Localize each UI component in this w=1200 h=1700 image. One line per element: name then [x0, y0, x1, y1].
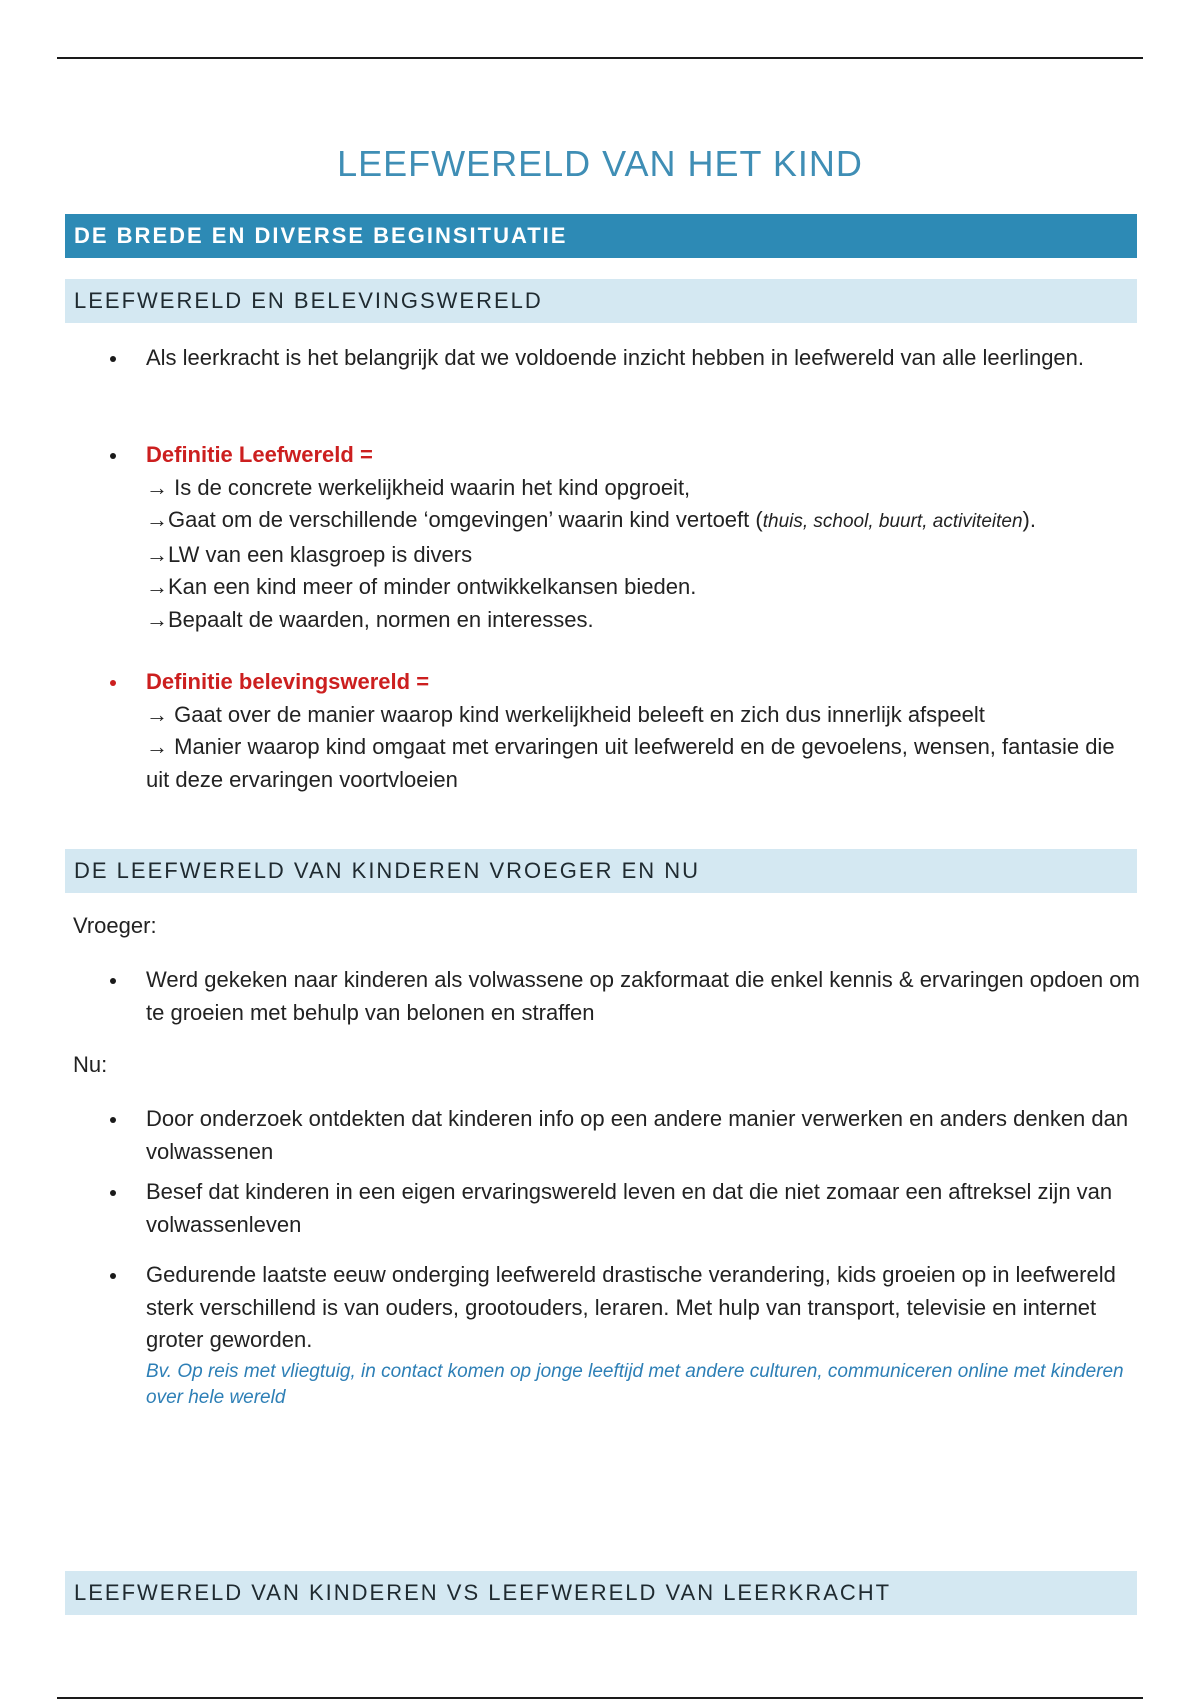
definition-belevingswereld [0, 666, 1200, 796]
page-title: LEEFWERELD VAN HET KIND [337, 143, 863, 184]
nu-list-2 [0, 1176, 1200, 1241]
list-item [0, 342, 1200, 375]
definition-line: →LW van een klasgroep is divers [146, 541, 473, 567]
examples-inline: thuis, school, buurt, activiteiten [762, 511, 1023, 532]
main-heading: DE BREDE EN DIVERSE BEGINSITUATIE [65, 214, 1137, 258]
list-item: Besef dat kinderen in een eigen ervaringswereld leven en dat die niet zomaar een aftreksel zijn van volwassenleven [0, 1176, 1200, 1241]
definition-term: Definitie belevingswereld = [146, 669, 430, 694]
definition-line: →Bepaalt de waarden, normen en interesses. [146, 606, 594, 632]
definition-line: →Kan een kind meer of minder ontwikkelkansen bieden. [146, 574, 697, 599]
definition-term: Definitie Leefwereld = [146, 442, 373, 467]
section1-list [0, 342, 1200, 375]
list-item [0, 666, 1200, 796]
nu-item-text: Gedurende laatste eeuw onderging leefwereld drastische verandering, kids groeien op in leefwereld sterk verschillend is van ouders, grootouders, leraren. Met hulp van transport, televisie en internet groter geworden. [146, 1262, 1116, 1352]
list-item: Werd gekeken naar kinderen als volwassene op zakformaat die enkel kennis & ervaringen opdoen om te groeien met behulp van belonen en straffen [0, 964, 1200, 1029]
intro-text: Als leerkracht is het belangrijk dat we voldoende inzicht hebben in leefwereld van alle leerlingen. [146, 345, 1085, 370]
section-heading-kinderen-vs-leerkracht: LEEFWERELD VAN KINDEREN VS LEEFWERELD VAN LEERKRACHT [65, 1571, 1137, 1615]
definition-line: → Gaat over de manier waarop kind werkelijkheid beleeft en zich dus innerlijk afspeelt [146, 701, 985, 727]
nu-list-1 [0, 1103, 1200, 1168]
vroeger-label: Vroeger: [73, 913, 157, 938]
top-rule [57, 57, 1143, 59]
section-heading-vroeger-nu: DE LEEFWERELD VAN KINDEREN VROEGER EN NU [65, 849, 1137, 893]
definition-leefwereld [0, 439, 1200, 636]
definition-line: → Is de concrete werkelijkheid waarin het kind opgroeit, [146, 474, 691, 500]
bottom-rule [57, 1697, 1143, 1699]
example-text: Bv. Op reis met vliegtuig, in contact komen op jonge leeftijd met andere culturen, communiceren online met kinderen over hele wereld [146, 1360, 1124, 1408]
list-item: Door onderzoek ontdekten dat kinderen info op een andere manier verwerken en anders denken dan volwassenen [0, 1103, 1200, 1168]
definition-line: →Gaat om de verschillende ‘omgevingen’ waarin kind vertoeft (thuis, school, buurt, activiteiten). [146, 507, 1036, 532]
list-item [0, 1259, 1200, 1411]
list-item [0, 439, 1200, 636]
nu-list-3 [0, 1259, 1200, 1411]
definition-line: → Manier waarop kind omgaat met ervaringen uit leefwereld en de gevoelens, wensen, fantasie die uit deze ervaringen voortvloeien [146, 734, 1115, 792]
section-heading-leefwereld-beleving: LEEFWERELD EN BELEVINGSWERELD [65, 279, 1137, 323]
nu-label: Nu: [73, 1052, 108, 1077]
vroeger-list [0, 964, 1200, 1029]
